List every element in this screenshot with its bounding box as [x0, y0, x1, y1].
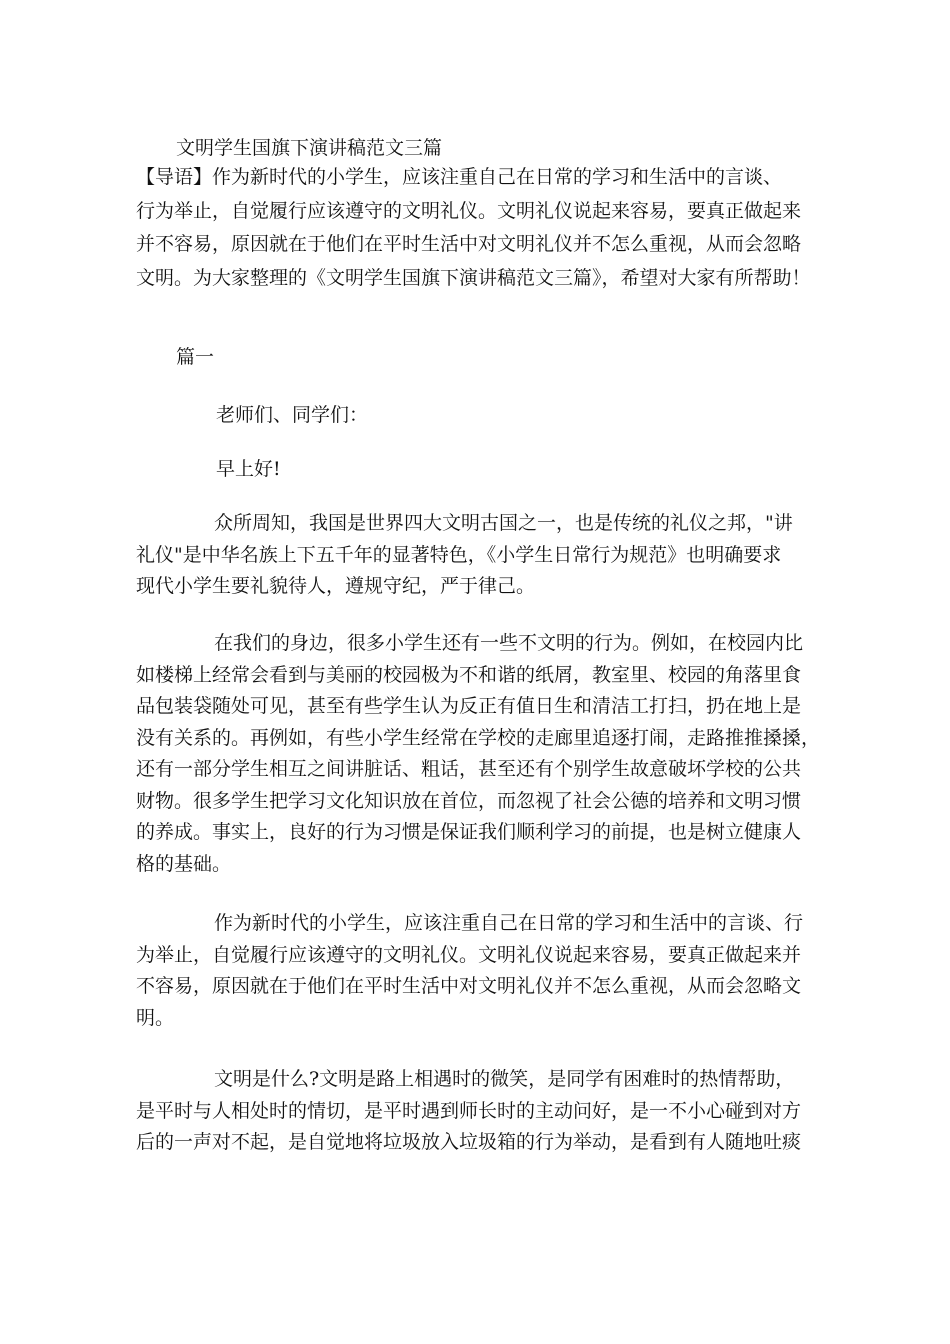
paragraph-line: 的养成。事实上，良好的行为习惯是保证我们顺利学习的前提，也是树立健康人 [136, 821, 802, 843]
intro-line: 并不容易，原因就在于他们在平时生活中对文明礼仪并不怎么重视，从而会忽略 [136, 233, 802, 255]
paragraph-line: 没有关系的。再例如，有些小学生经常在学校的走廊里追逐打闹，走路推推搡搡， [136, 726, 821, 749]
greeting: 早上好! [216, 458, 281, 480]
body-paragraph [136, 508, 793, 603]
intro-line: 行为举止，自觉履行应该遵守的文明礼仪。文明礼仪说起来容易，要真正做起来 [136, 199, 802, 222]
paragraph-line: 如楼梯上经常会看到与美丽的校园极为不和谐的纸屑，教室里、校园的角落里食 [136, 663, 802, 686]
intro-line: 【导语】作为新时代的小学生，应该注重自己在日常的学习和生活中的言谈、 [136, 166, 783, 188]
paragraph-line: 不容易，原因就在于他们在平时生活中对文明礼仪并不怎么重视，从而会忽略文 [136, 975, 802, 997]
paragraph-line: 格的基础。 [136, 852, 232, 875]
paragraph-line: 文明是什么?文明是路上相遇时的微笑，是同学有困难时的热情帮助， [214, 1068, 795, 1090]
paragraph-line: 是平时与人相处时的情切，是平时遇到师长时的主动问好，是一不小心碰到对方 [136, 1099, 802, 1122]
paragraph-line: 现代小学生要礼貌待人，遵规守纪，严于律己。 [136, 575, 536, 597]
body-paragraph [136, 908, 803, 1034]
paragraph-line: 还有一部分学生相互之间讲脏话、粗话，甚至还有个别学生故意破坏学校的公共 [136, 758, 802, 780]
body-paragraph [136, 1064, 801, 1159]
salutation: 老师们、同学们： [216, 404, 369, 426]
paragraph-line: 品包装袋随处可见，甚至有些学生认为反正有值日生和清洁工打扫，扔在地上是 [136, 695, 802, 717]
paragraph-line: 后的一声对不起，是自觉地将垃圾放入垃圾箱的行为举动，是看到有人随地吐痰 [136, 1131, 802, 1153]
document-title: 文明学生国旗下演讲稿范文三篇 [176, 137, 443, 159]
paragraph-line: 明。 [136, 1006, 175, 1029]
paragraph-line: 作为新时代的小学生，应该注重自己在日常的学习和生活中的言谈、行 [214, 912, 804, 934]
intro-line: 文明。为大家整理的《文明学生国旗下演讲稿范文三篇》，希望对大家有所帮助！ [136, 266, 811, 289]
paragraph-line: 众所周知，我国是世界四大文明古国之一，也是传统的礼仪之邦，"讲 [214, 512, 793, 534]
section-heading: 篇一 [176, 346, 215, 368]
paragraph-line: 礼仪"是中华名族上下五千年的显著特色，《小学生日常行为规范》也明确要求 [136, 543, 782, 566]
paragraph-line: 为举止，自觉履行应该遵守的文明礼仪。文明礼仪说起来容易，要真正做起来并 [136, 943, 802, 966]
intro-paragraph [136, 161, 811, 295]
body-paragraph [136, 628, 820, 880]
paragraph-line: 在我们的身边，很多小学生还有一些不文明的行为。例如，在校园内比 [214, 632, 804, 654]
paragraph-line: 财物。很多学生把学习文化知识放在首位，而忽视了社会公德的培养和文明习惯 [136, 789, 802, 812]
